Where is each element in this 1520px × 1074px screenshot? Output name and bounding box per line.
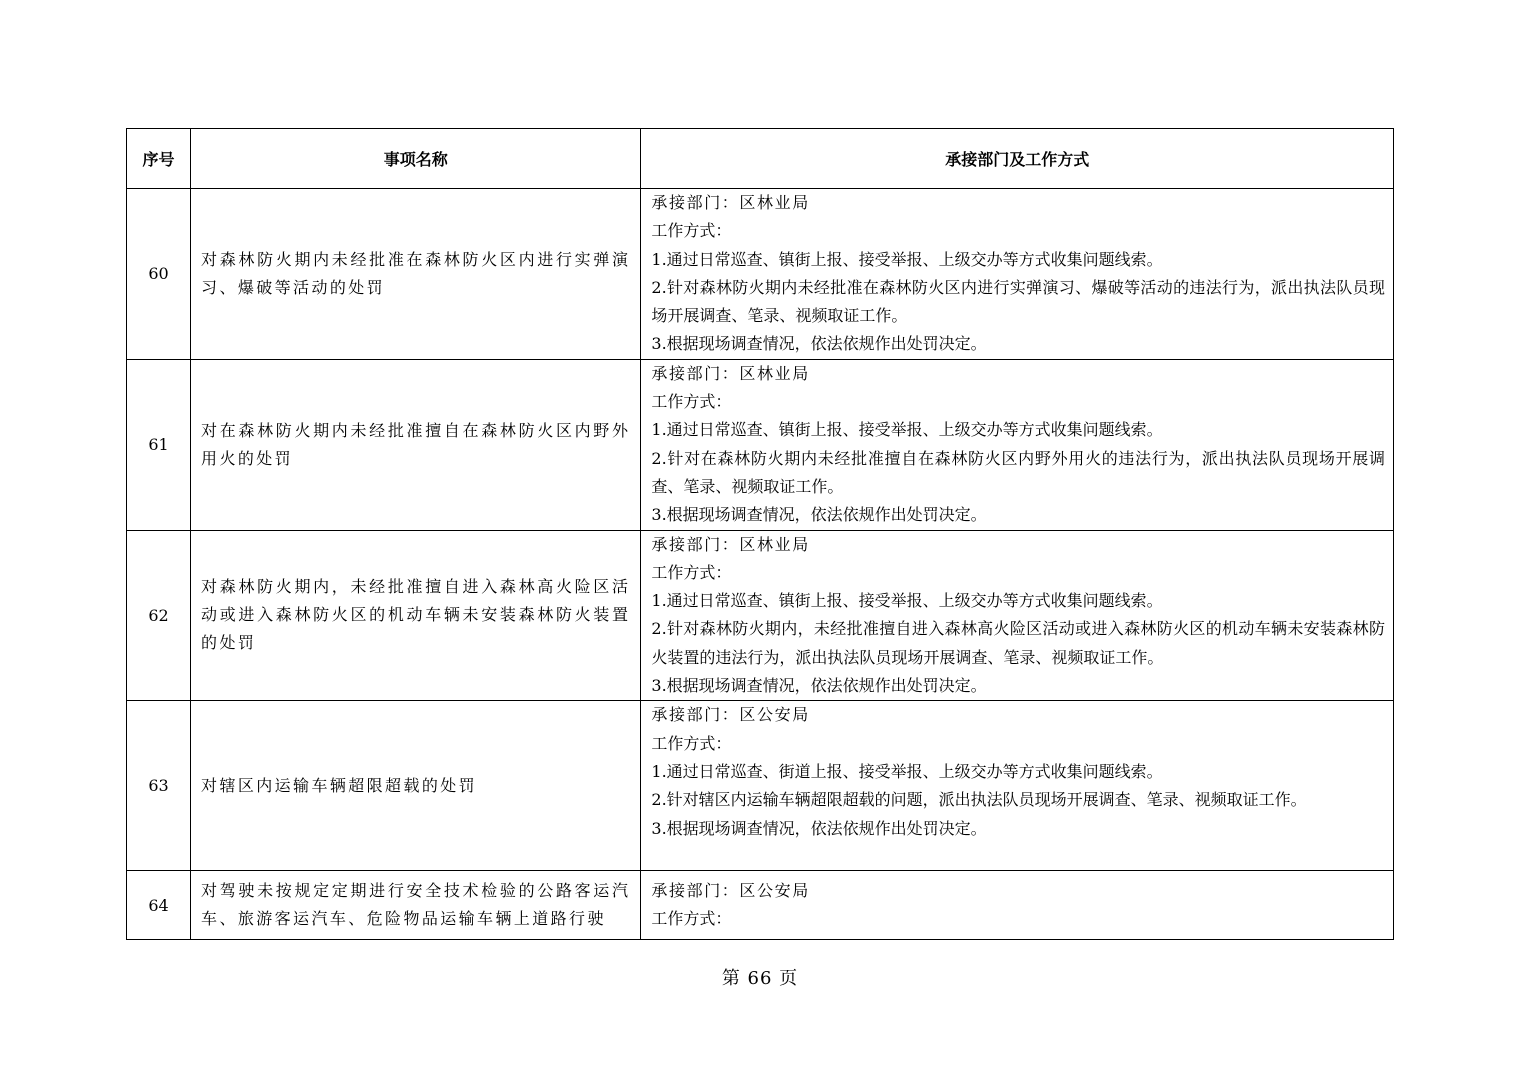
dept-line: 承接部门：区林业局 (651, 363, 810, 383)
row-number: 64 (127, 871, 191, 940)
method-label: 工作方式： (651, 221, 732, 241)
row-number: 61 (127, 359, 191, 530)
table-row (127, 530, 1394, 701)
method-label: 工作方式： (651, 733, 732, 753)
matter-name: 对驾驶未按规定定期进行安全技术检验的公路客运汽车、旅游客运汽车、危险物品运输车辆上道路行驶 (191, 871, 641, 940)
matter-name: 对森林防火期内，未经批准擅自进入森林高火险区活动或进入森林防火区的机动车辆未安装森林防火装置的处罚 (191, 530, 641, 701)
row-number: 62 (127, 530, 191, 701)
row-number: 60 (127, 189, 191, 360)
matter-name: 对在森林防火期内未经批准擅自在森林防火区内野外用火的处罚 (191, 359, 641, 530)
header-name: 事项名称 (191, 129, 641, 189)
method-step-1: 1.通过日常巡查、镇街上报、接受举报、上级交办等方式收集问题线索。 (651, 249, 1163, 269)
dept-and-method (641, 359, 1394, 530)
dept-line: 承接部门：区林业局 (651, 193, 810, 212)
method-step-2: 2.针对辖区内运输车辆超限超载的问题，派出执法队员现场开展调查、笔录、视频取证工作。 (651, 790, 1307, 810)
dept-and-method (641, 189, 1394, 360)
method-step-1: 1.通过日常巡查、镇街上报、接受举报、上级交办等方式收集问题线索。 (651, 591, 1163, 611)
matter-name: 对森林防火期内未经批准在森林防火区内进行实弹演习、爆破等活动的处罚 (191, 189, 641, 360)
method-step-3: 3.根据现场调查情况，依法依规作出处罚决定。 (651, 676, 987, 696)
method-step-2: 2.针对森林防火期内，未经批准擅自进入森林高火险区活动或进入森林防火区的机动车辆未安装森林防火装置的违法行为，派出执法队员现场开展调查、笔录、视频取证工作。 (651, 619, 1385, 667)
method-step-2: 2.针对在森林防火期内未经批准擅自在森林防火区内野外用火的违法行为，派出执法队员现场开展调查、笔录、视频取证工作。 (651, 448, 1385, 496)
dept-and-method (641, 701, 1394, 871)
table-row (127, 359, 1394, 530)
dept-and-method (641, 871, 1394, 940)
method-step-3: 3.根据现场调查情况，依法依规作出处罚决定。 (651, 818, 987, 838)
table-row (127, 701, 1394, 871)
method-step-1: 1.通过日常巡查、镇街上报、接受举报、上级交办等方式收集问题线索。 (651, 420, 1163, 440)
method-step-2: 2.针对森林防火期内未经批准在森林防火区内进行实弹演习、爆破等活动的违法行为，派出执法队员现场开展调查、笔录、视频取证工作。 (651, 277, 1385, 326)
dept-line: 承接部门：区公安局 (651, 881, 810, 901)
method-step-3: 3.根据现场调查情况，依法依规作出处罚决定。 (651, 505, 987, 525)
dept-and-method (641, 530, 1394, 701)
table-header-row (127, 129, 1394, 189)
method-label: 工作方式： (651, 392, 732, 412)
header-no: 序号 (127, 129, 191, 189)
method-step-3: 3.根据现场调查情况，依法依规作出处罚决定。 (651, 334, 987, 354)
dept-line: 承接部门：区林业局 (651, 534, 810, 554)
matters-table (126, 128, 1394, 940)
table-row (127, 189, 1394, 360)
header-dept: 承接部门及工作方式 (641, 129, 1394, 189)
method-step-1: 1.通过日常巡查、街道上报、接受举报、上级交办等方式收集问题线索。 (651, 761, 1163, 781)
row-number: 63 (127, 701, 191, 871)
method-label: 工作方式： (651, 562, 732, 582)
table-row (127, 871, 1394, 940)
dept-line: 承接部门：区公安局 (651, 705, 810, 725)
page-number: 第 66 页 (721, 968, 799, 989)
matter-name: 对辖区内运输车辆超限超载的处罚 (191, 701, 641, 871)
method-label: 工作方式： (651, 909, 732, 929)
